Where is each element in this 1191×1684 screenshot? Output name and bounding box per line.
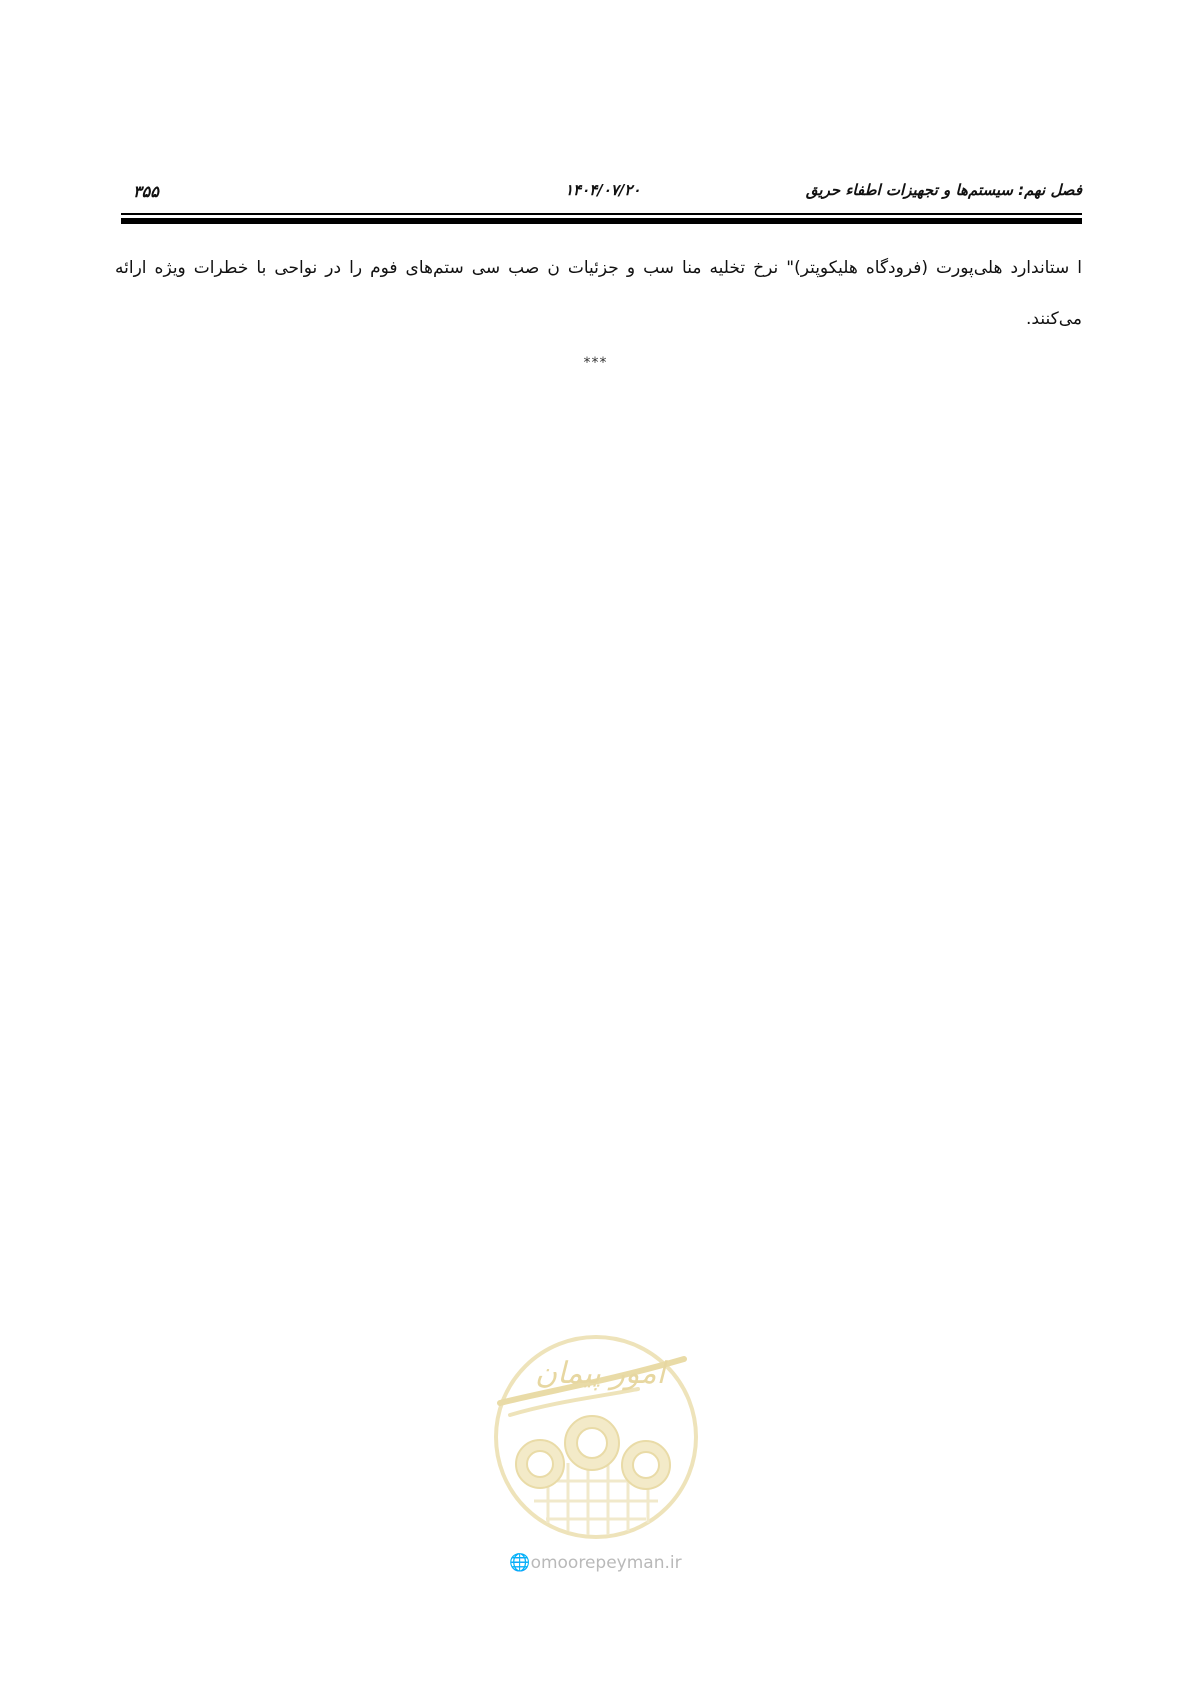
page-header — [121, 178, 1082, 212]
watermark-caption-text: omoorepeyman.ir — [530, 1553, 682, 1573]
section-separator: *** — [583, 355, 608, 371]
watermark-logo-icon — [488, 1331, 704, 1553]
header-rule-thick — [121, 218, 1082, 224]
header-date: ۱۴۰۴/۰۷/۲۰ — [565, 181, 641, 199]
header-page-number: ۳۵۵ — [133, 182, 159, 201]
globe-icon: 🌐 — [509, 1553, 531, 1573]
header-rule-thin — [121, 213, 1082, 215]
body-paragraph: ا ستاندارد هلی‌پورت (فرودگاه هلیکوپتر)" نرخ تخلیه منا سب و جزئیات ن صب سی ستم‌های فوم را در نواحی با خطرات ویژه ارائه می‌کنند. — [115, 258, 1082, 329]
watermark-logo-text: امور پیمان — [535, 1356, 665, 1391]
watermark-caption — [0, 1553, 1191, 1573]
header-chapter-title: فصل نهم: سیستم‌ها و تجهیزات اطفاء حریق — [805, 181, 1082, 199]
